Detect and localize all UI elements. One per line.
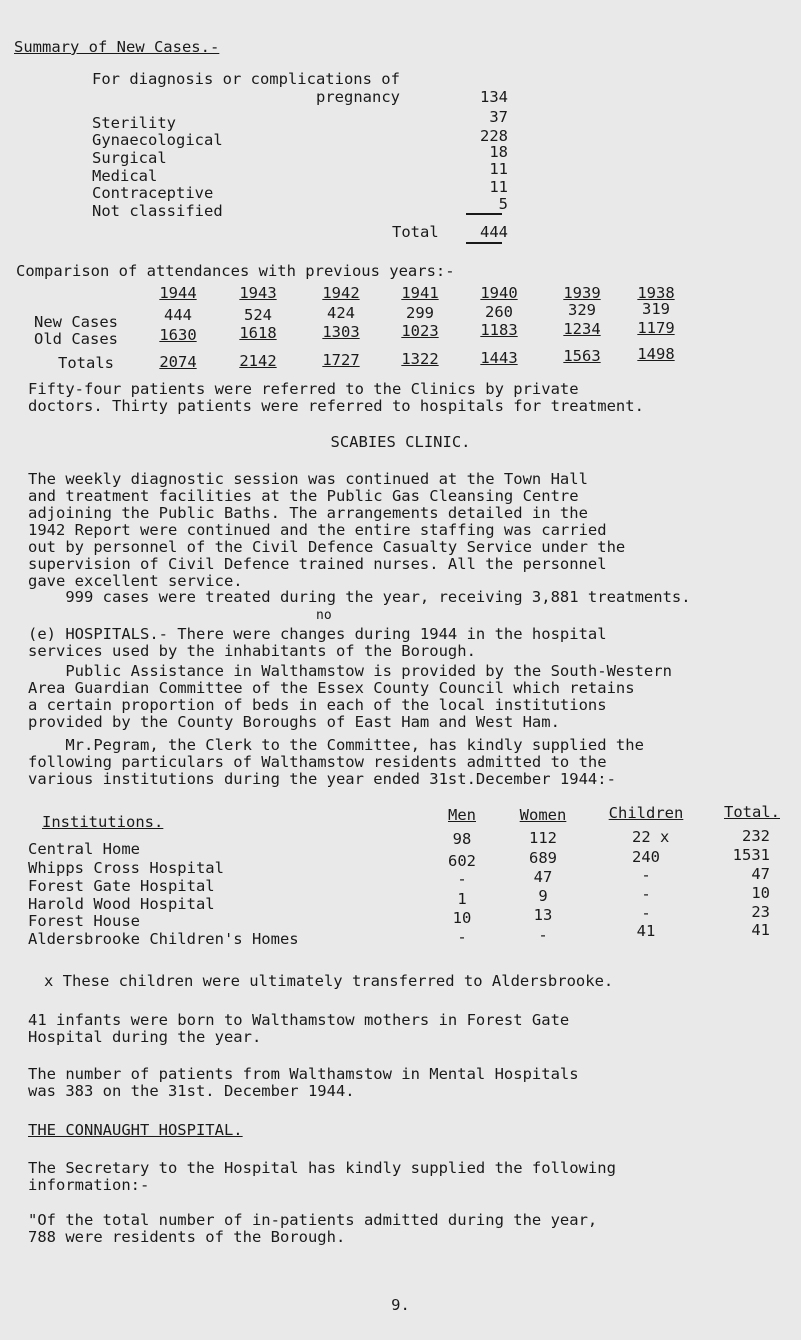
summary-row-value: 18 [489,143,508,161]
comparison-cell: 329 [568,301,596,319]
institution-name: Aldersbrooke Children's Homes [28,930,299,948]
institution-men: 602 [448,852,476,870]
comparison-cell: 1630 [159,326,197,344]
institution-children: 22 x [632,828,670,846]
institution-men: - [457,928,467,946]
summary-row-value: 11 [489,160,508,178]
comparison-cell: 1618 [239,324,277,342]
comparison-cell: 2074 [159,353,197,371]
pegram-paragraph: Mr.Pegram, the Clerk to the Committee, has kindly supplied the following particulars of Walthamstow residents admitted to the various institutions during the year ended 31st.December 1944:- [28,736,644,788]
year-header: 1941 [401,284,439,302]
summary-total-label: Total [392,223,439,241]
comparison-heading: Comparison of attendances with previous years:- [16,262,455,280]
institution-children: 240 [632,848,660,866]
institution-name: Central Home [28,840,140,858]
institution-men: 1 [457,890,467,908]
institution-name: Harold Wood Hospital [28,895,215,913]
summary-row-value: 11 [489,178,508,196]
comparison-cell: 1322 [401,350,439,368]
summary-total-rule [466,242,502,244]
comparison-cell: 1023 [401,322,439,340]
institution-children: - [641,904,651,922]
comparison-cell: 1234 [563,320,601,338]
institution-men: 98 [452,830,472,848]
institution-women: - [538,926,548,944]
institution-total: 10 [751,884,770,902]
year-header: 1939 [563,284,601,302]
comparison-cell: 260 [485,303,513,321]
institution-children: - [641,866,651,884]
comparison-row-label: Old Cases [34,330,118,348]
summary-row-label: For diagnosis or complications of [92,70,400,88]
total-header: Total. [724,803,780,821]
connaught-heading: THE CONNAUGHT HOSPITAL. [28,1121,243,1139]
institution-men: - [457,870,467,888]
summary-row-label: Sterility [92,114,176,132]
institution-name: Forest House [28,912,140,930]
comparison-row-label: Totals [58,354,114,372]
scabies-heading: SCABIES CLINIC. [330,433,471,451]
year-header: 1942 [322,284,360,302]
institution-children: - [641,885,651,903]
children-header: Children [608,804,684,822]
year-header: 1938 [637,284,675,302]
comparison-row-label: New Cases [34,313,118,331]
summary-row-label: Medical [92,167,158,185]
referral-paragraph: Fifty-four patients were referred to the Clinics by private doctors. Thirty patients were referred to hospitals for treatment. [28,380,644,415]
institution-women: 9 [538,887,548,905]
summary-row-label: Not classified [92,202,223,220]
institutions-header: Institutions. [42,813,164,831]
summary-row-label-cont: pregnancy [316,88,400,106]
institution-women: 47 [533,868,553,886]
hospitals-paragraph: (e) HOSPITALS.- There were changes during 1944 in the hospital services used by the inhabitants of the Borough. [28,625,607,660]
comparison-cell: 2142 [239,352,277,370]
comparison-cell: 424 [327,304,355,322]
institutions-footnote: x These children were ultimately transferred to Aldersbrooke. [44,972,614,990]
comparison-cell: 444 [164,306,192,324]
connaught-paragraph: The Secretary to the Hospital has kindly supplied the following information:- [28,1159,616,1194]
scabies-treatments: 999 cases were treated during the year, receiving 3,881 treatments. [28,588,691,606]
institution-total: 23 [751,903,770,921]
summary-row-value: 5 [498,195,508,213]
institution-men: 10 [452,909,472,927]
women-header: Women [519,806,567,824]
summary-heading: Summary of New Cases.- [14,38,220,56]
summary-total-value: 444 [480,223,508,241]
institution-name: Forest Gate Hospital [28,877,215,895]
summary-row-label: Surgical [92,149,167,167]
comparison-cell: 1498 [637,345,675,363]
scabies-paragraph: The weekly diagnostic session was continued at the Town Hall and treatment facilities at the Public Gas Cleansing Centre adjoining the Public Baths. The arrangements detailed in the 1942 Report were continued and the entire staffing was carried out by personnel of the Civil Defence Casualty Service under the supervision of Civil Defence trained nurses. All the personnel gave excellent service. [28,470,626,590]
summary-row-value: 37 [489,108,508,126]
comparison-cell: 1443 [480,349,518,367]
institution-women: 13 [533,906,553,924]
institution-total: 232 [742,827,770,845]
public-assistance-paragraph: Public Assistance in Walthamstow is provided by the South-Western Area Guardian Committee of the Essex County Council which retains a certain proportion of beds in each of the local institutions provided by the County Boroughs of East Ham and West Ham. [28,662,672,731]
men-header: Men [448,806,476,824]
summary-row-label: Gynaecological [92,131,223,149]
year-header: 1940 [480,284,518,302]
institution-total: 41 [751,921,770,939]
institution-children: 41 [636,922,656,940]
institution-women: 689 [529,849,557,867]
comparison-cell: 524 [244,306,272,324]
summary-sum-rule [466,213,502,215]
summary-row-value: 228 [480,127,508,145]
comparison-cell: 319 [642,300,670,318]
institution-total: 47 [751,865,770,883]
institution-women: 112 [529,829,557,847]
year-header: 1943 [239,284,277,302]
comparison-cell: 1183 [480,321,518,339]
summary-row-label: Contraceptive [92,184,214,202]
comparison-cell: 1303 [322,323,360,341]
comparison-cell: 1179 [637,319,675,337]
comparison-cell: 299 [406,304,434,322]
page-number: 9. [391,1296,410,1314]
infants-paragraph: 41 infants were born to Walthamstow mothers in Forest Gate Hospital during the year. [28,1011,570,1046]
handwritten-insert: no [316,608,332,623]
comparison-cell: 1563 [563,347,601,365]
connaught-quote: "Of the total number of in-patients admitted during the year, 788 were residents of the Borough. [28,1211,598,1246]
summary-row-value: 134 [480,88,508,106]
institution-name: Whipps Cross Hospital [28,859,224,877]
comparison-cell: 1727 [322,351,360,369]
year-header: 1944 [159,284,197,302]
mental-hospitals-paragraph: The number of patients from Walthamstow in Mental Hospitals was 383 on the 31st. December 1944. [28,1065,579,1100]
institution-total: 1531 [732,846,770,864]
